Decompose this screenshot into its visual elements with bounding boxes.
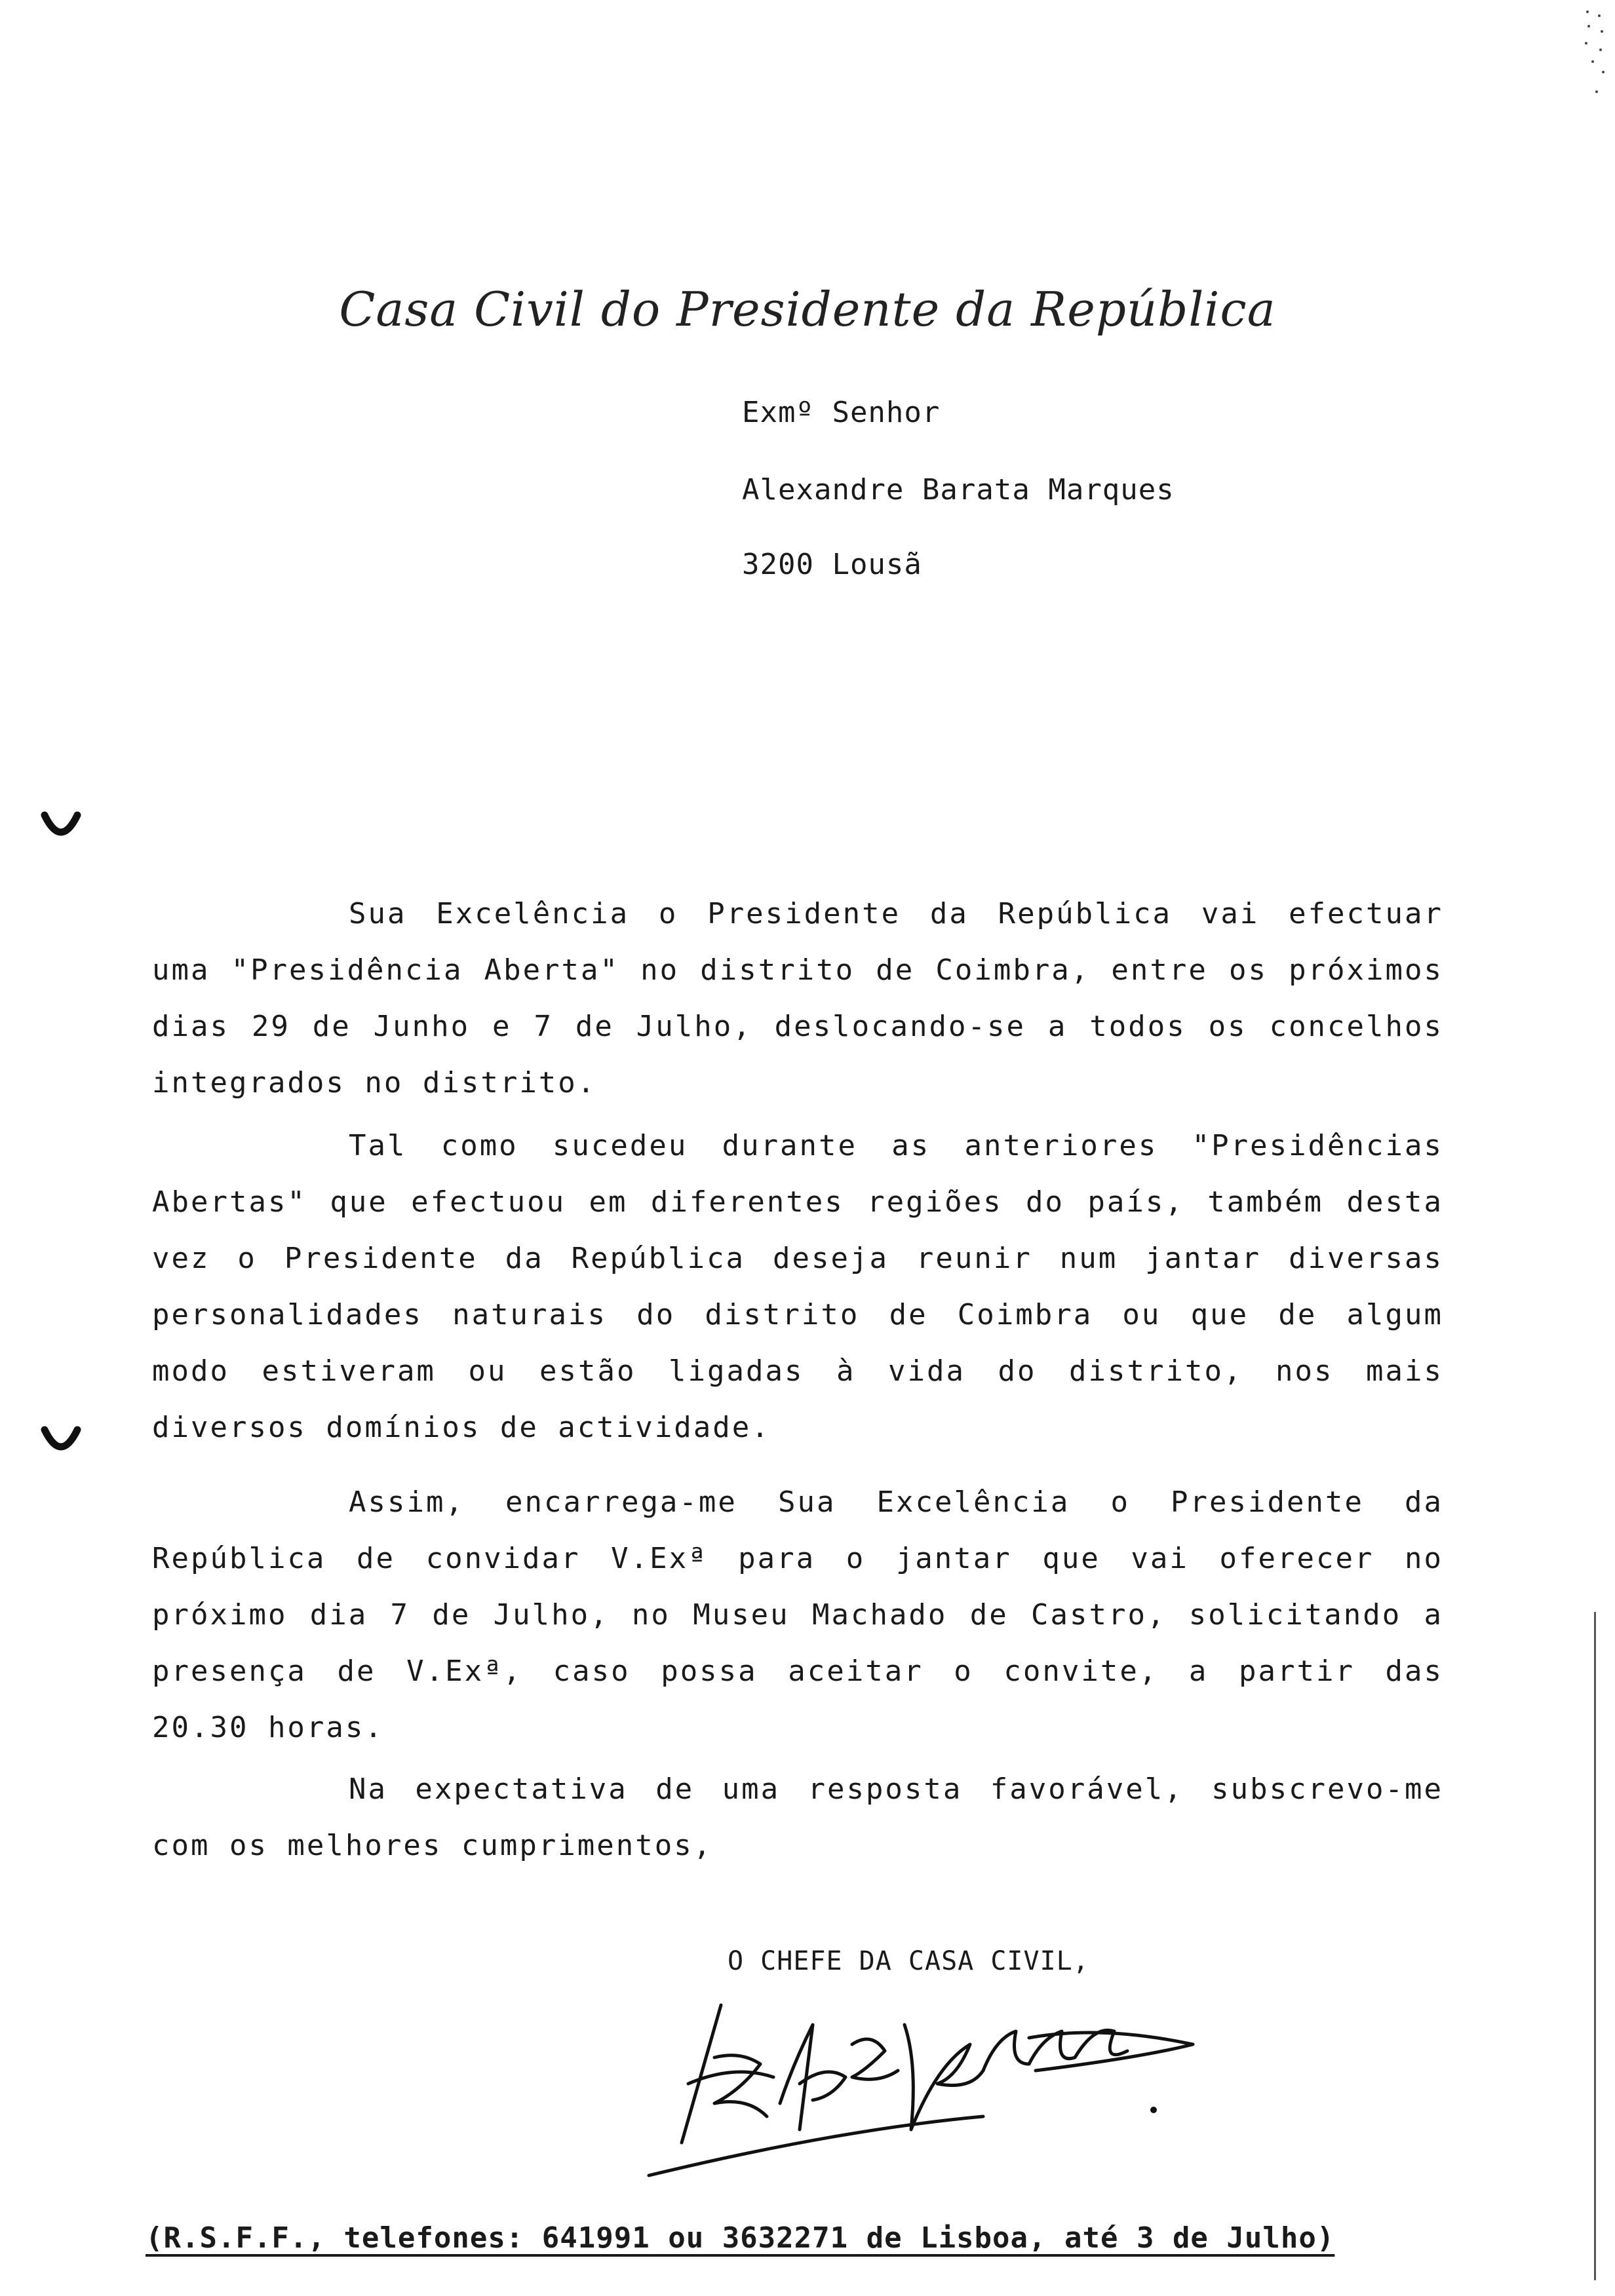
punch-hole-mark [41,811,81,841]
scan-edge-marks [1580,7,1612,105]
recipient-name: Alexandre Barata Marques [742,473,1175,507]
footer-note: (R.S.F.F., telefones: 641991 ou 3632271 de Lisboa, até 3 de Julho) [146,2221,1335,2255]
body-paragraph: Na expectativa de uma resposta favorável, subscrevo-me com os melhores cumprimentos, [152,1772,1443,1862]
handwritten-signature [642,1985,1219,2182]
body-paragraph: Sua Excelência o Presidente da República vai efectuar uma "Presidência Aberta" no distrito de Coimbra, entre os próximos dias 29 de Junho e 7 de Julho, deslocando-se a todos os concelhos integrados no distrito. [152,897,1443,1100]
letterhead: Casa Civil do Presidente da República [339,282,1276,337]
recipient-salutation: Exmº Senhor [742,396,941,429]
body-paragraph: Assim, encarrega-me Sua Excelência o Presidente da República de convidar V.Exª para o jantar que vai oferecer no próximo dia 7 de Julho, no Museu Machado de Castro, solicitando a presença de V.Exª, caso possa aceitar o convite, a partir das 20.30 horas. [152,1485,1443,1744]
recipient-locality: 3200 Lousã [742,548,922,581]
scan-edge-line [1594,1612,1596,2280]
punch-hole-mark [41,1426,81,1456]
closing-title: O CHEFE DA CASA CIVIL, [728,1946,1089,1976]
body-paragraph: Tal como sucedeu durante as anteriores "Presidências Abertas" que efectuou em diferentes regiões do país, também desta vez o Presidente da República deseja reunir num jantar diversas personalidades naturais do distrito de Coimbra ou que de algum modo estiveram ou estão ligadas à vida do distrito, nos mais diversos domínios de actividade. [152,1129,1443,1444]
